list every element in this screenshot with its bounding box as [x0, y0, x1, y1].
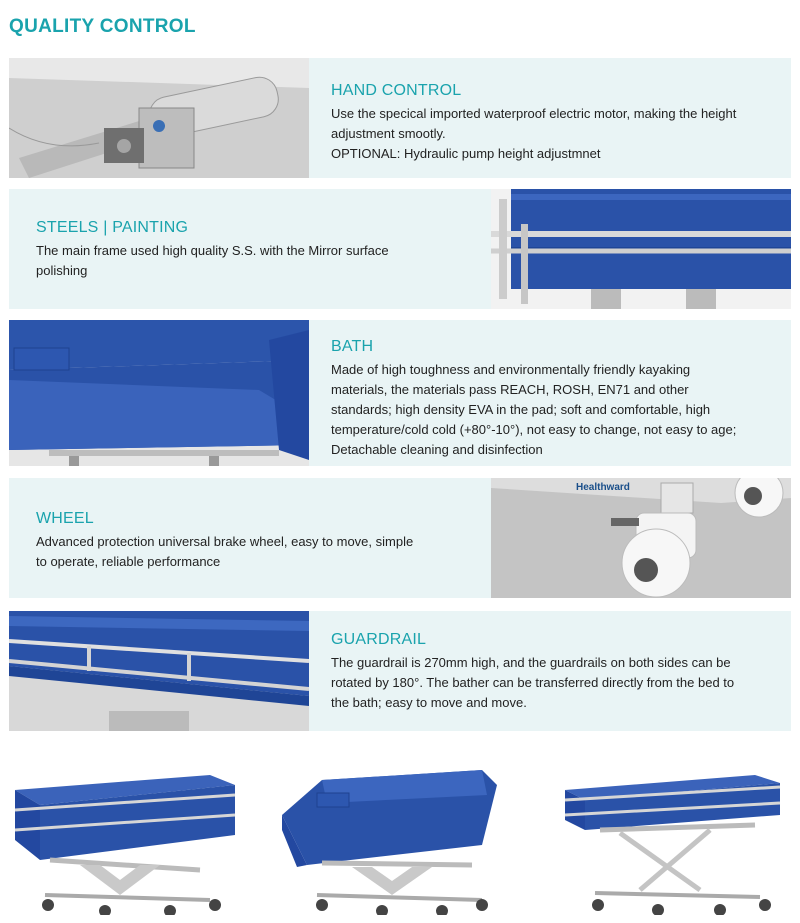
brand-label: Healthward — [576, 482, 630, 493]
steel-frame-photo — [491, 189, 791, 309]
section-line: the bath; easy to move and move. — [331, 695, 527, 710]
section-line: temperature/cold cold (+80°-10°), not easy to change, not easy to age; — [331, 422, 737, 437]
section-line: Detachable cleaning and disinfection — [331, 442, 543, 457]
guardrail-photo — [9, 611, 309, 731]
section-heading: GUARDRAIL — [331, 631, 427, 648]
bath-trolley-open-photo — [282, 755, 512, 915]
brake-wheel-photo — [491, 478, 791, 598]
section-line: materials, the materials pass REACH, ROSH, EN71 and other — [331, 382, 689, 397]
section-heading: HAND CONTROL — [331, 82, 462, 99]
section-heading: BATH — [331, 338, 374, 355]
section-line: Made of high toughness and environmentally friendly kayaking — [331, 362, 691, 377]
section-line: Use the specical imported waterproof electric motor, making the height — [331, 106, 737, 121]
section-line: Advanced protection universal brake wheel, easy to move, simple — [36, 534, 414, 549]
section-bath — [9, 320, 791, 466]
section-guardrail — [9, 611, 791, 731]
section-line: OPTIONAL: Hydraulic pump height adjustmnet — [331, 146, 601, 161]
section-hand-control — [9, 58, 791, 178]
section-wheel — [9, 478, 791, 598]
section-line: The main frame used high quality S.S. with the Mirror surface — [36, 243, 389, 258]
section-heading: WHEEL — [36, 510, 94, 527]
bath-text — [331, 338, 736, 460]
bath-trolley-guardrails-up-photo — [10, 755, 240, 915]
bath-mattress-photo — [9, 320, 309, 466]
section-line: polishing — [36, 263, 88, 278]
section-heading: STEELS | PAINTING — [36, 219, 189, 236]
section-steels-painting — [9, 189, 791, 309]
hand-control-motor-photo — [9, 58, 309, 178]
section-line: to operate, reliable performance — [36, 554, 221, 569]
section-line: adjustment smootly. — [331, 126, 446, 141]
section-line: standards; high density EVA in the pad; soft and comfortable, high — [331, 402, 711, 417]
guardrail-text — [331, 631, 734, 713]
steels-text — [36, 219, 389, 281]
section-line: rotated by 180°. The bather can be transferred directly from the bed to — [331, 675, 735, 690]
hand-control-text — [331, 82, 736, 164]
section-line: The guardrail is 270mm high, and the guardrails on both sides can be — [331, 655, 731, 670]
wheel-text — [36, 510, 413, 572]
page-title: QUALITY CONTROL — [9, 16, 196, 37]
bath-trolley-raised-photo — [560, 755, 790, 915]
